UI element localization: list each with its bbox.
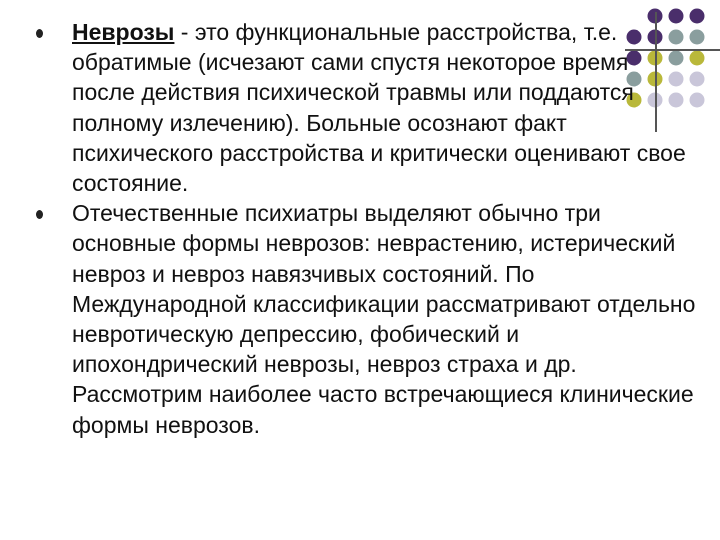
bullet-text: - это функциональные расстройства, т.е. обратимые (исчезают сами спустя некоторое время после действия психической травмы или поддаются полному излечению). Больные осознают факт психического расстройства и критически оценивают свое состояние. [72, 19, 686, 197]
bullet-icon [36, 210, 43, 219]
bullet-item-neuroses-definition [36, 17, 696, 198]
bullet-text: Отечественные психиатры выделяют обычно три основные формы неврозов: неврастению, истерический невроз и невроз навязчивых состояний. По Международной классификации рассматривают отдельно невротическую депрессию, фобический и ипохондрический неврозы, невроз страха и др. Рассмотрим наиболее часто встречающиеся клинические формы неврозов. [72, 200, 696, 438]
bullet-icon [36, 29, 43, 38]
slide-body [36, 17, 696, 440]
term-neuroses: Неврозы [72, 19, 175, 45]
bullet-item-neuroses-forms [36, 198, 696, 440]
